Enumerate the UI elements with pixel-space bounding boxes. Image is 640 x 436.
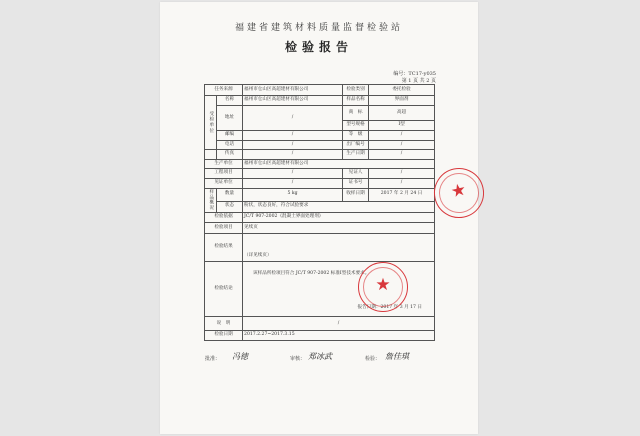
inspection-type-value: 委托检验 — [369, 85, 435, 96]
manufacturer-value: 福州市仓山区高超建材有限公司 — [243, 159, 435, 169]
qty-label: 数量 — [217, 188, 243, 201]
institute-title: 福建省建筑材料质量监督检验站 — [234, 23, 403, 33]
official-seal-right: ★ — [429, 163, 488, 222]
grade-label: 等 级 — [343, 130, 369, 140]
inspection-type-label: 检验类别 — [343, 85, 369, 96]
address-label: 地址 — [217, 106, 243, 131]
sign-date: 报告日期：2017 年 3 月 17 日 — [357, 304, 423, 310]
items-label: 检验项目 — [205, 223, 243, 234]
witness-value: / — [369, 169, 435, 179]
phone-label: 电话 — [217, 140, 243, 150]
items-value: 见续页 — [243, 223, 435, 234]
factory-no-label: 出厂编号 — [343, 140, 369, 150]
official-seal-conclusion: ★ — [358, 262, 408, 312]
basis-value: JC/T 907-2002《混凝土界面处理剂》 — [243, 212, 435, 223]
project-label: 工程项目 — [205, 169, 243, 179]
cert-value: / — [369, 178, 435, 188]
state-label: 状态 — [217, 201, 243, 212]
prod-date-label: 生产日期 — [343, 150, 369, 160]
report-number: 编号：TC17-y035 — [393, 71, 436, 77]
report-title: 检验报告 — [284, 40, 353, 54]
grade-value: / — [369, 130, 435, 140]
state-value: 粉状，状态良好，符合试验要求 — [243, 201, 435, 212]
approve-label: 批准： — [205, 356, 221, 362]
phone-value: / — [243, 140, 343, 150]
witness-unit-label: 见证单位 — [205, 178, 243, 188]
sample-label: 样品概况 — [205, 188, 217, 212]
remark-label: 说 明 — [205, 317, 243, 331]
model-value: Ⅰ型 — [369, 121, 435, 131]
page-indicator: 第 1 页 共 2 页 — [401, 78, 436, 84]
review-signature: 郑冰武 — [308, 352, 332, 361]
review-label: 审核： — [290, 356, 306, 362]
recv-date-value: 2017 年 2 月 24 日 — [369, 188, 435, 201]
model-label: 型号规格 — [343, 121, 369, 131]
sample-name-label: 样品名称 — [343, 95, 369, 106]
result-value: （详见续页） — [243, 234, 435, 262]
conclusion-label: 检验结论 — [205, 261, 243, 317]
conclusion-value: 该样品所检项目符合 JC/T 907-2002 标准Ⅰ型技术要求。 — [253, 270, 370, 276]
client-label: 任务来源 — [205, 85, 243, 96]
fax-value: / — [243, 150, 343, 160]
client-value: 福州市仓山区高超建材有限公司 — [243, 85, 343, 96]
cert-label: 证书号 — [343, 178, 369, 188]
name-label: 名称 — [217, 95, 243, 106]
remark-value: / — [243, 317, 435, 331]
postcode-value: / — [243, 130, 343, 140]
inspect-signature: 詹佳琪 — [385, 352, 409, 361]
fax-label: 传真 — [217, 150, 243, 160]
name-value: 福州市仓山区高超建材有限公司 — [243, 95, 343, 106]
sample-name-value: 界面剂 — [369, 95, 435, 106]
address-value: / — [243, 106, 343, 131]
qty-value: 5 kg — [243, 188, 343, 201]
basis-label: 检验依据 — [205, 212, 243, 223]
approve-signature: 冯徳 — [232, 352, 248, 361]
witness-unit-value: / — [243, 178, 343, 188]
manufacturer-label: 生产单位 — [205, 159, 243, 169]
report-sheet — [160, 2, 478, 434]
brand-label: 商 标 — [343, 106, 369, 121]
inspect-label: 检验： — [365, 356, 381, 362]
result-label: 检验结果 — [205, 234, 243, 262]
period-value: 2017.2.27~2017.3.15 — [243, 331, 435, 341]
witness-label: 见证人 — [343, 169, 369, 179]
postcode-label: 邮编 — [217, 130, 243, 140]
brand-value: 高超 — [369, 106, 435, 121]
factory-no-value: / — [369, 140, 435, 150]
period-label: 检验日期 — [205, 331, 243, 341]
recv-date-label: 收样日期 — [343, 188, 369, 201]
project-value: / — [243, 169, 343, 179]
prod-date-value: / — [369, 150, 435, 160]
unit-label: 受检单位 — [205, 95, 217, 149]
